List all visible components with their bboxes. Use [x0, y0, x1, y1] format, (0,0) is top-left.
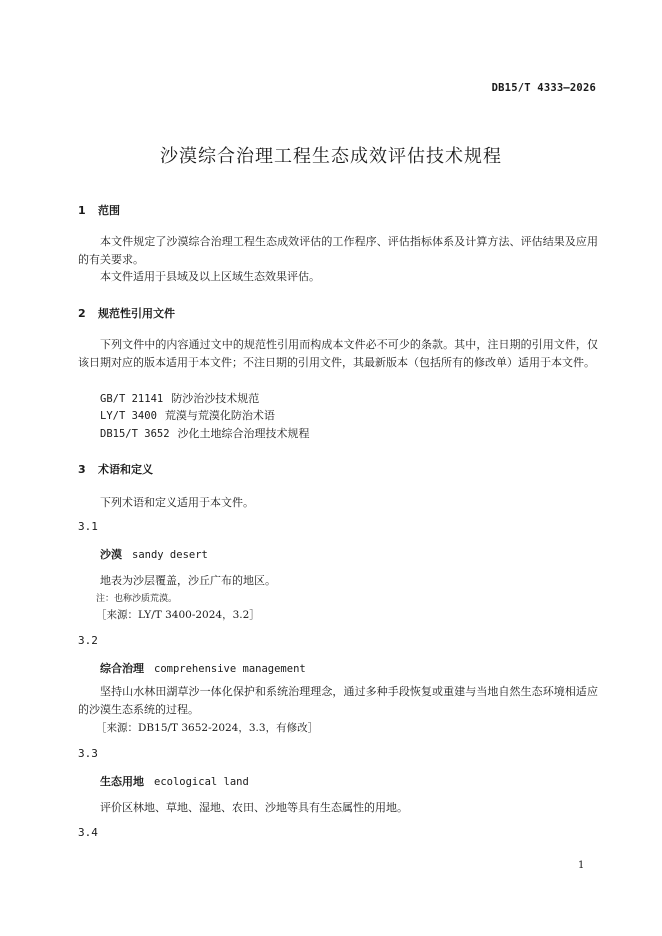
section-title: 术语和定义 [98, 463, 153, 476]
section-intro: 下列术语和定义适用于本文件。 [100, 496, 254, 509]
term-en: comprehensive management [154, 663, 306, 675]
term-name [100, 773, 249, 789]
section-heading [78, 305, 175, 321]
document-title: 沙漠综合治理工程生态成效评估技术规程 [160, 146, 502, 167]
paragraph: 下列文件中的内容通过文中的规范性引用而构成本文件必不可少的条款。其中，注日期的引用文件，仅该日期对应的版本适用于本文件；不注日期的引用文件，其最新版本（包括所有的修改单）适用于本文件。 [78, 338, 598, 369]
section-number: 2 [78, 307, 86, 320]
term-zh: 沙漠 [100, 548, 122, 561]
term-name [100, 546, 208, 562]
term-name [100, 660, 306, 676]
reference-code: GB/T 21141 [100, 393, 164, 405]
term-definition: 坚持山水林田湖草沙一体化保护和系统治理理念，通过多种手段恢复或重建与当地自然生态环境相适应的沙漠生态系统的过程。 [78, 685, 598, 716]
normative-reference [100, 425, 310, 441]
page-number: 1 [578, 860, 585, 871]
section-title: 范围 [98, 204, 120, 217]
term-number: 3.1 [78, 520, 98, 533]
term-number: 3.3 [78, 747, 98, 760]
term-number: 3.2 [78, 634, 98, 647]
section-heading [78, 461, 153, 477]
term-definition: 地表为沙层覆盖，沙丘广布的地区。 [100, 574, 276, 587]
section-heading [78, 202, 120, 218]
term-zh: 生态用地 [100, 775, 144, 788]
term-en: ecological land [154, 776, 249, 788]
reference-title: 荒漠与荒漠化防治术语 [164, 409, 275, 422]
term-en: sandy desert [132, 549, 208, 561]
reference-code: LY/T 3400 [100, 410, 157, 422]
reference-code: DB15/T 3652 [100, 428, 170, 440]
term-definition: 评价区林地、草地、湿地、农田、沙地等具有生态属性的用地。 [100, 801, 408, 814]
paragraph: 本文件适用于县域及以上区域生态效果评估。 [100, 270, 320, 283]
term-source: ［来源：LY/T 3400-2024，3.2］ [96, 609, 260, 621]
normative-reference [100, 407, 275, 423]
term-zh: 综合治理 [100, 662, 144, 675]
reference-title: 防沙治沙技术规范 [171, 392, 260, 405]
section-number: 3 [78, 463, 86, 476]
standard-code: DB15/T 4333—2026 [491, 82, 596, 94]
paragraph: 本文件规定了沙漠综合治理工程生态成效评估的工作程序、评估指标体系及计算方法、评估结果及应用的有关要求。 [78, 235, 598, 266]
normative-reference [100, 390, 259, 406]
term-source: ［来源：DB15/T 3652-2024，3.3，有修改］ [96, 722, 319, 734]
term-number: 3.4 [78, 826, 98, 839]
reference-title: 沙化土地综合治理技术规程 [177, 427, 310, 440]
section-title: 规范性引用文件 [98, 307, 175, 320]
term-note: 注：也称沙质荒漠。 [96, 594, 178, 604]
section-number: 1 [78, 204, 86, 217]
